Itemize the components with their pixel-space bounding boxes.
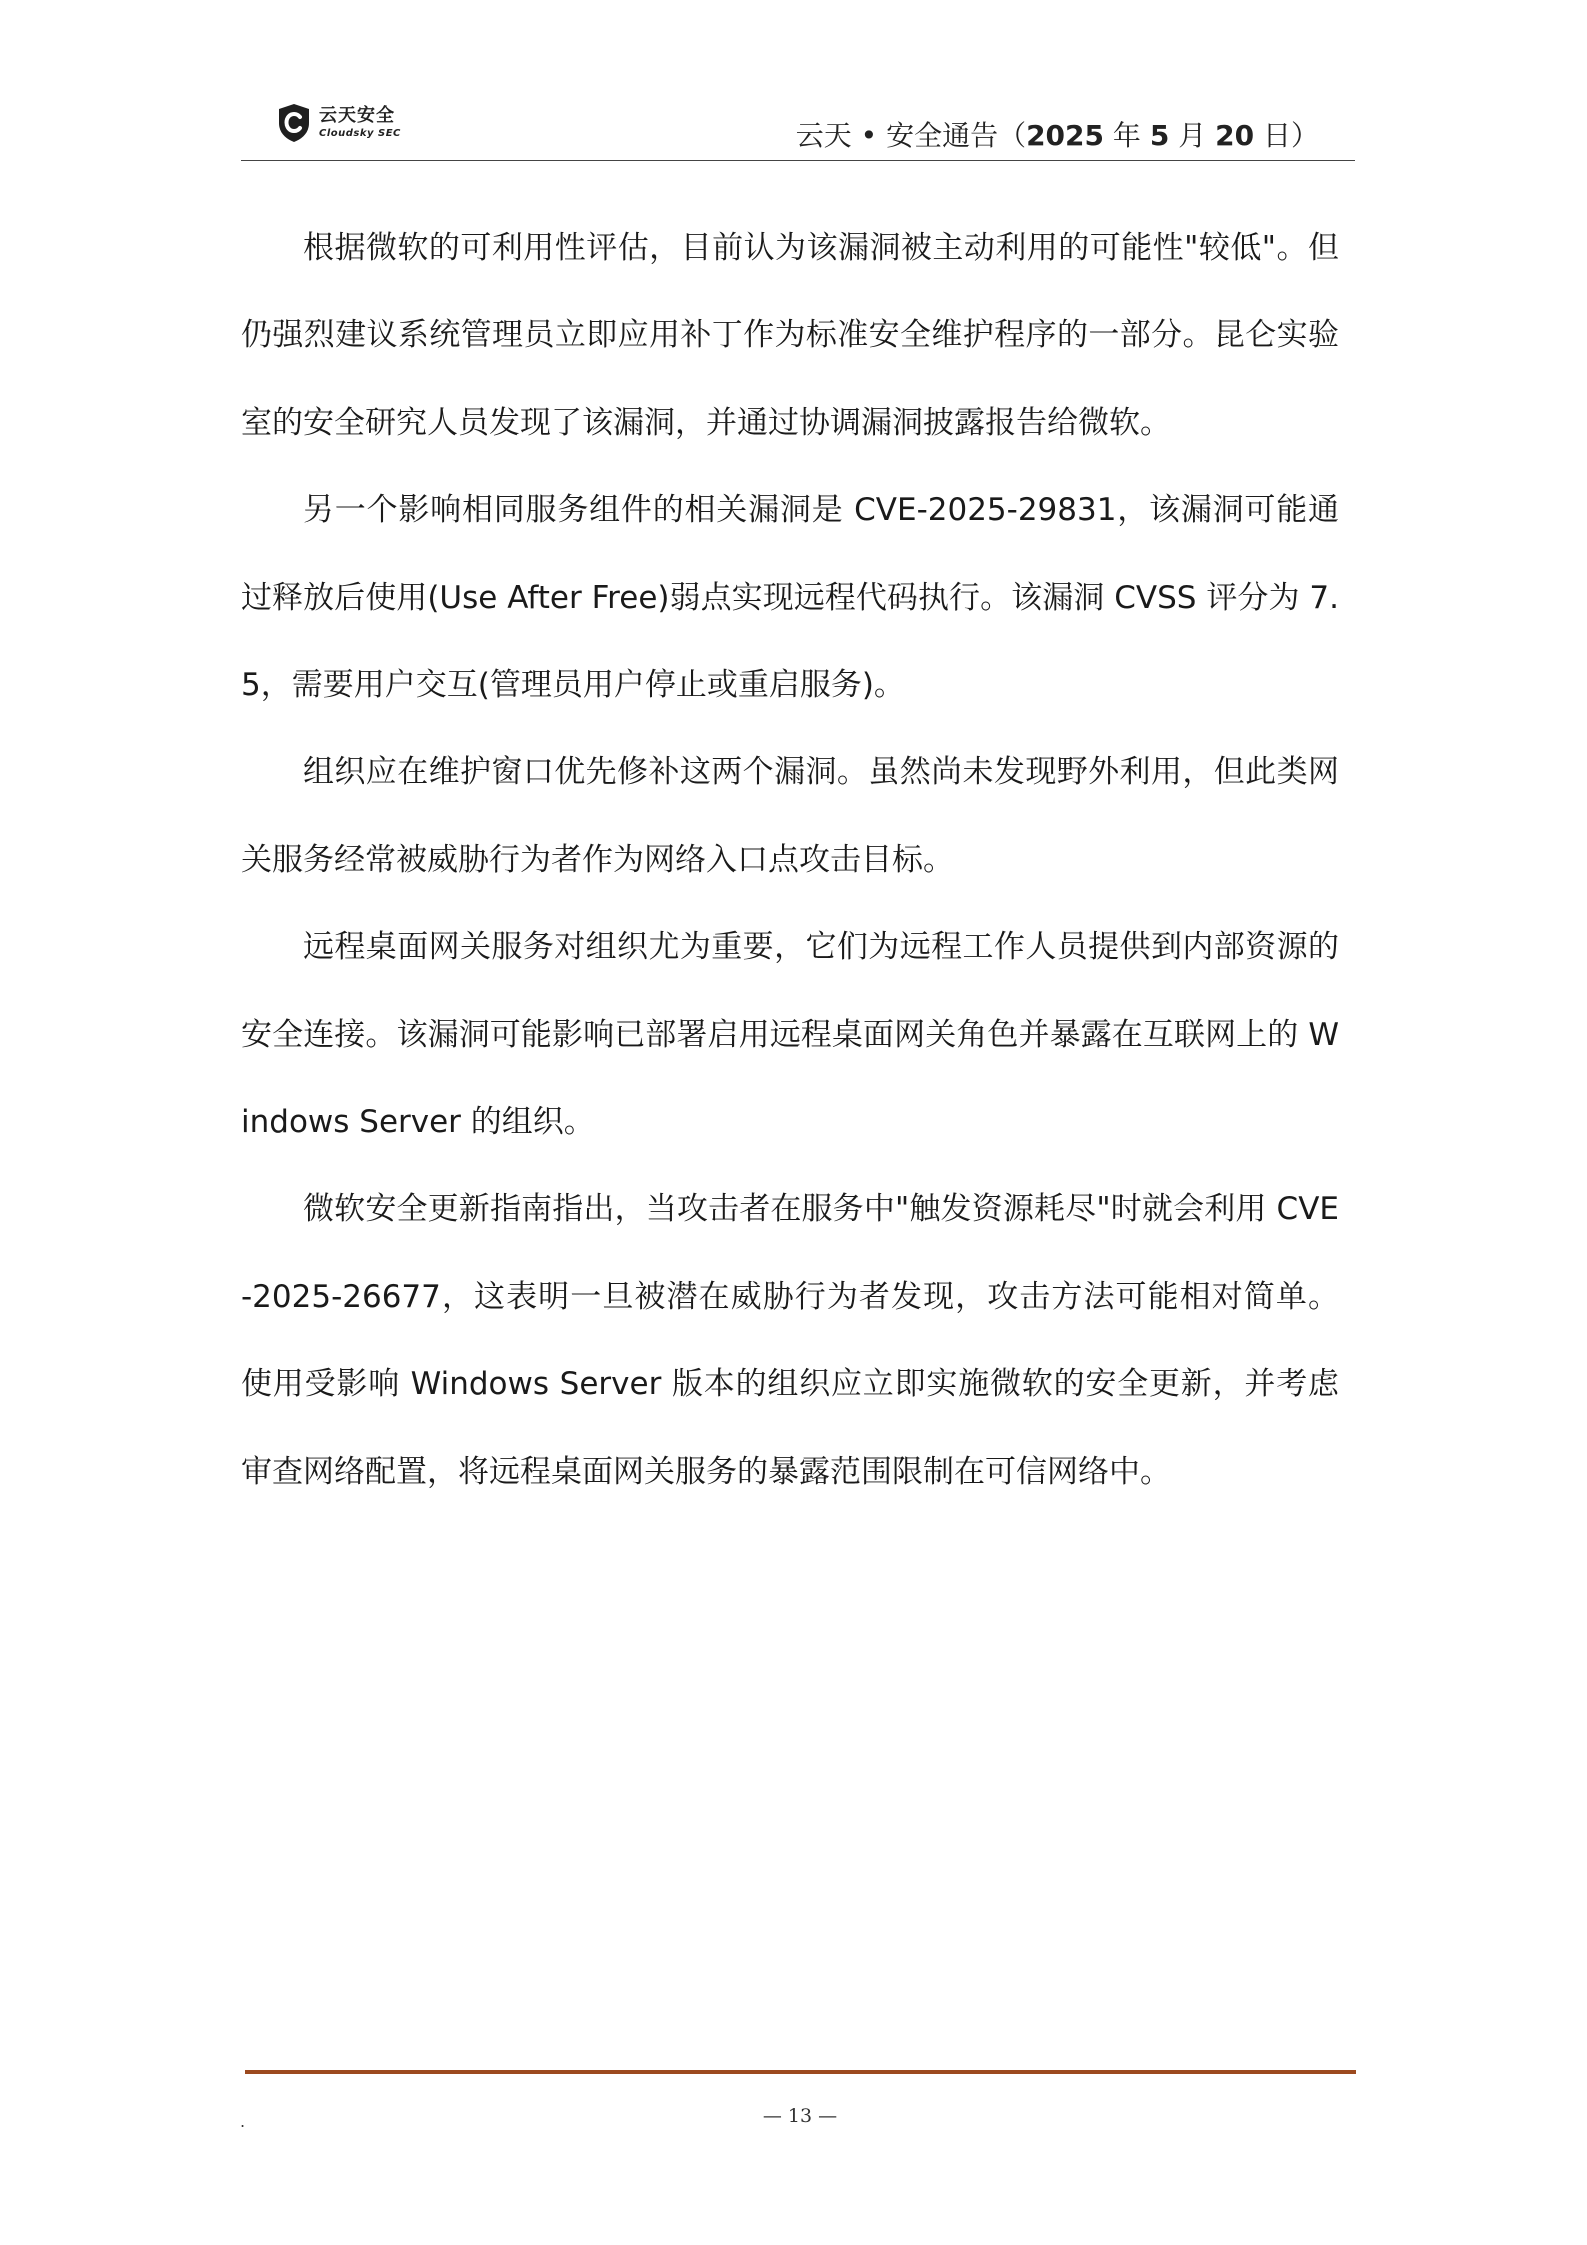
page-number: — 13 — [762,2105,838,2127]
title-year-unit: 年 [1104,119,1150,152]
shield-c-logo-icon [277,103,311,143]
title-month: 5 [1149,119,1170,152]
footer-divider [245,2070,1356,2074]
title-prefix: 云天 • 安全通告（ [795,119,1027,152]
title-year: 2025 [1026,119,1105,152]
paragraph-exploitability: 根据微软的可利用性评估，目前认为该漏洞被主动利用的可能性"较低"。但仍强烈建议系统管理员立即应用补丁作为标准安全维护程序的一部分。昆仑实验室的安全研究人员发现了该漏洞，并通过协调漏洞披露报告给微软。 [241,230,1339,441]
company-logo [277,100,401,146]
page-header [241,96,1355,160]
header-divider [241,160,1355,161]
logo-chinese-name: 云天安全 [319,105,395,126]
title-month-unit: 月 [1169,119,1216,152]
paragraph-security-guidance: 微软安全更新指南指出，当攻击者在服务中"触发资源耗尽"时就会利用 CVE-2025-26677，这表明一旦被潜在威胁行为者发现，攻击方法可能相对简单。使用受影响 Windows Server 版本的组织应立即实施微软的安全更新，并考虑审查网络配置，将远程桌面网关服务的暴露范围限制在可信网络中。 [241,1191,1339,1490]
bulletin-title [796,114,1319,154]
paragraph-related-cve: 另一个影响相同服务组件的相关漏洞是 CVE-2025-29831，该漏洞可能通过释放后使用(Use After Free)弱点实现远程代码执行。该漏洞 CVSS 评分为 7.5，需要用户交互(管理员用户停止或重启服务)。 [241,492,1339,704]
body-content [241,205,1339,1516]
title-day: 20 [1215,119,1255,152]
logo-english-name: Cloudsky SEC [319,128,401,139]
paragraph-gateway-importance: 远程桌面网关服务对组织尤为重要，它们为远程工作人员提供到内部资源的安全连接。该漏洞可能影响已部署启用远程桌面网关角色并暴露在互联网上的 Windows Server 的组织。 [241,929,1339,1141]
footer-dot: . [240,2112,246,2131]
paragraph-patch-priority: 组织应在维护窗口优先修补这两个漏洞。虽然尚未发现野外利用，但此类网关服务经常被威胁行为者作为网络入口点攻击目标。 [241,754,1339,878]
title-day-unit: 日） [1254,119,1319,152]
